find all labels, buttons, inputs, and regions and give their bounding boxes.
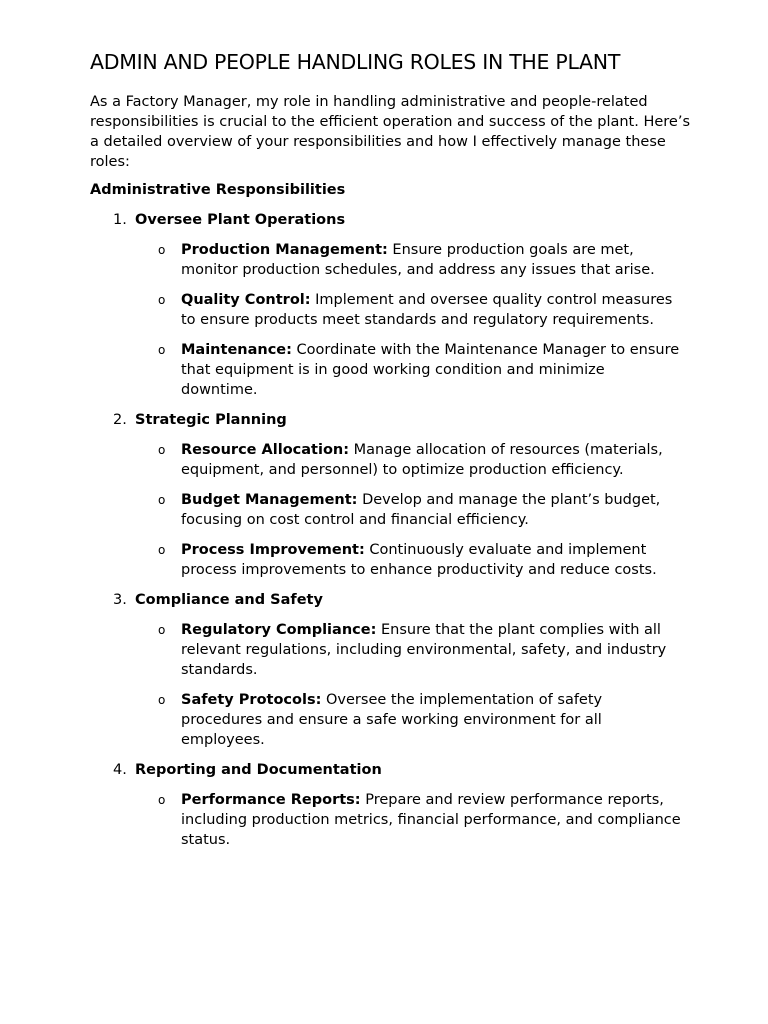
list-item-title: Strategic Planning [135,412,287,428]
sub-list-item [158,690,681,750]
list-item-number: 4. [113,762,127,778]
list-item-title: Reporting and Documentation [135,762,382,778]
bullet-icon: o [158,793,166,807]
list-item-title: Oversee Plant Operations [135,212,346,228]
sub-item-text: Coordinate with the Maintenance Manager to ensure that equipment is in good working condition and minimize downtime. [181,342,680,398]
list-item-number: 3. [113,592,127,608]
sub-list-item [158,340,681,400]
sub-item-label: Maintenance: [181,342,292,358]
sub-item-text: Develop and manage the plant’s budget, focusing on cost control and financial efficiency. [181,492,661,528]
sub-item-label: Process Improvement: [181,542,365,558]
sub-list-item [158,620,681,680]
sub-item-label: Quality Control: [181,292,311,308]
sub-item-text: Continuously evaluate and implement process improvements to enhance productivity and reduce costs. [181,542,657,578]
list-item-heading [0,590,768,610]
bullet-icon: o [158,293,166,307]
sub-list-item [158,290,681,330]
sub-item-text: Ensure production goals are met, monitor production schedules, and address any issues that arise. [181,242,655,278]
document-title: ADMIN AND PEOPLE HANDLING ROLES IN THE PLANT [90,50,621,74]
list-item-number: 1. [113,212,127,228]
list-item-title: Compliance and Safety [135,592,323,608]
list-item [0,760,768,850]
sub-item-label: Budget Management: [181,492,358,508]
sub-item-label: Performance Reports: [181,792,361,808]
list-item-heading [0,410,768,430]
bullet-icon: o [158,443,166,457]
sub-item-text: Oversee the implementation of safety procedures and ensure a safe working environment for all employees. [181,692,603,748]
sub-list-item [158,540,681,580]
intro-paragraph: As a Factory Manager, my role in handling administrative and people-related responsibilities is crucial to the efficient operation and success of the plant. Here’s a detailed overview of your responsibilities and how I effectively manage these roles: [90,94,691,170]
sub-item-label: Production Management: [181,242,388,258]
sub-item-label: Resource Allocation: [181,442,350,458]
sub-list-item [158,490,681,530]
list-item-number: 2. [113,412,127,428]
list-item-heading [0,760,768,780]
bullet-icon: o [158,343,166,357]
bullet-icon: o [158,543,166,557]
sub-item-text: Prepare and review performance reports, including production metrics, financial performance, and compliance status. [181,792,681,848]
list-item [0,410,768,580]
sub-item-label: Safety Protocols: [181,692,322,708]
bullet-icon: o [158,623,166,637]
bullet-icon: o [158,493,166,507]
sub-list-item [158,240,681,280]
list-item-heading [0,210,768,230]
sub-item-text: Implement and oversee quality control measures to ensure products meet standards and regulatory requirements. [181,292,673,328]
list-item [0,590,768,750]
sub-list-item [158,440,681,480]
numbered-list [0,210,768,860]
bullet-icon: o [158,243,166,257]
sub-item-text: Ensure that the plant complies with all relevant regulations, including environmental, safety, and industry standards. [181,622,667,678]
sub-list-item [158,790,681,850]
sub-item-text: Manage allocation of resources (materials, equipment, and personnel) to optimize production efficiency. [181,442,663,478]
sub-item-label: Regulatory Compliance: [181,622,377,638]
section-heading: Administrative Responsibilities [90,182,346,198]
list-item [0,210,768,400]
bullet-icon: o [158,693,166,707]
